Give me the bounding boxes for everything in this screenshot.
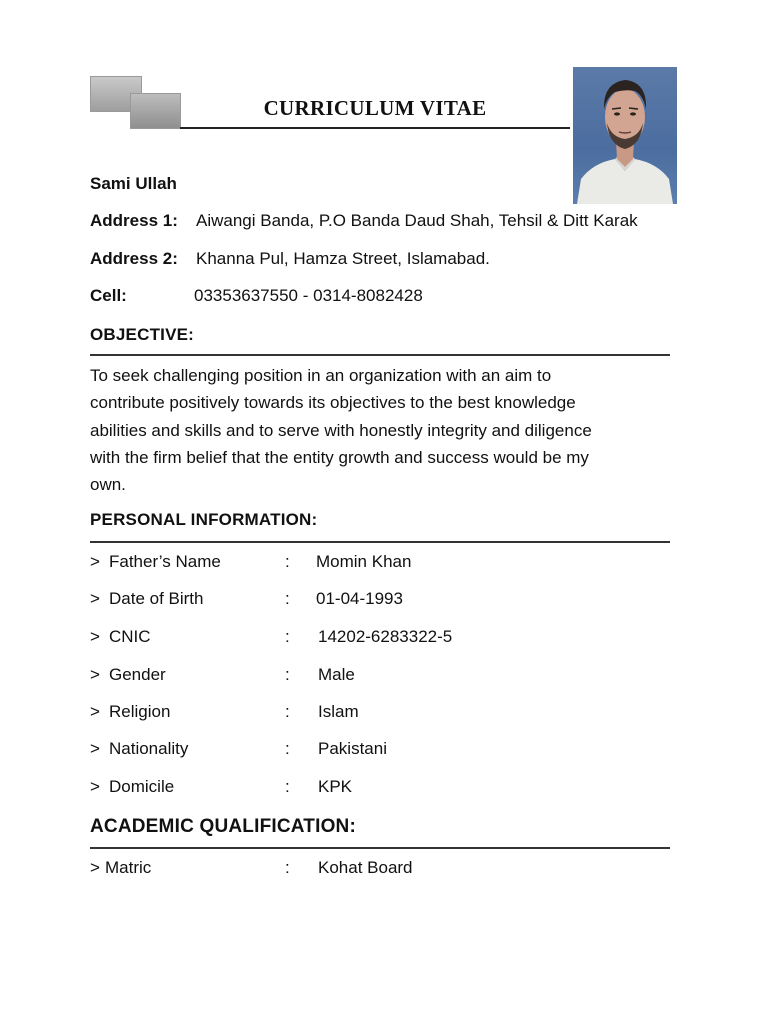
info-label: Father’s Name — [109, 552, 221, 571]
address1-label: Address 1: — [90, 211, 178, 230]
address1-value: Aiwangi Banda, P.O Banda Daud Shah, Tehsil & Ditt Karak — [196, 211, 638, 230]
info-colon: : — [285, 777, 290, 796]
info-value: 14202-6283322-5 — [318, 627, 453, 646]
academic-row-matric — [90, 858, 670, 882]
info-row-date-of-birth — [90, 589, 670, 613]
bullet-arrow: > — [90, 665, 100, 684]
personal-info-divider — [90, 541, 670, 543]
info-value: Momin Khan — [316, 552, 412, 571]
info-value: Male — [318, 665, 355, 684]
academic-label: Matric — [105, 858, 152, 877]
academic-colon: : — [285, 858, 290, 877]
info-label: Domicile — [109, 777, 175, 796]
title-underline — [180, 127, 570, 129]
academic-divider — [90, 847, 670, 849]
objective-line: abilities and skills and to serve with honestly integrity and diligence — [90, 420, 592, 440]
candidate-name: Sami Ullah — [90, 174, 177, 193]
bullet-arrow: > — [90, 589, 100, 608]
info-value: Islam — [318, 702, 359, 721]
academic-value: Kohat Board — [318, 858, 413, 877]
info-label: Nationality — [109, 739, 189, 758]
info-row-cnic — [90, 627, 670, 651]
info-row-religion — [90, 702, 670, 726]
bullet-arrow: > — [90, 858, 100, 877]
bullet-arrow: > — [90, 777, 100, 796]
info-colon: : — [285, 589, 290, 608]
cell-label: Cell: — [90, 286, 127, 305]
address2-value: Khanna Pul, Hamza Street, Islamabad. — [196, 249, 490, 268]
info-value: Pakistani — [318, 739, 387, 758]
decorative-block-right — [130, 93, 181, 129]
objective-text — [90, 362, 670, 498]
objective-divider — [90, 354, 670, 356]
info-label: Gender — [109, 665, 166, 684]
info-label: Date of Birth — [109, 589, 204, 608]
portrait-illustration — [573, 67, 677, 204]
bullet-arrow: > — [90, 552, 100, 571]
info-row-nationality — [90, 739, 670, 763]
objective-heading: OBJECTIVE: — [90, 325, 195, 344]
objective-line: contribute positively towards its objectives to the best knowledge — [90, 393, 576, 413]
address2-label: Address 2: — [90, 249, 178, 268]
info-colon: : — [285, 702, 290, 721]
info-row-domicile — [90, 777, 670, 801]
info-label: CNIC — [109, 627, 151, 646]
profile-photo — [573, 67, 677, 204]
personal-info-heading: PERSONAL INFORMATION: — [90, 510, 318, 529]
bullet-arrow: > — [90, 702, 100, 721]
info-value: 01-04-1993 — [316, 589, 403, 608]
info-value: KPK — [318, 777, 353, 796]
info-colon: : — [285, 739, 290, 758]
bullet-arrow: > — [90, 627, 100, 646]
objective-line: with the firm belief that the entity growth and success would be my — [90, 447, 589, 467]
objective-line: To seek challenging position in an organization with an aim to — [90, 366, 552, 385]
info-colon: : — [285, 665, 290, 684]
info-label: Religion — [109, 702, 171, 721]
info-colon: : — [285, 552, 290, 571]
document-title: CURRICULUM VITAE — [263, 96, 487, 120]
info-row-fathers-name — [90, 552, 670, 576]
cell-value: 03353637550 - 0314-8082428 — [194, 286, 423, 305]
info-row-gender — [90, 665, 670, 689]
academic-heading: ACADEMIC QUALIFICATION: — [90, 816, 356, 837]
bullet-arrow: > — [90, 739, 100, 758]
objective-line: own. — [90, 475, 126, 495]
info-colon: : — [285, 627, 290, 646]
